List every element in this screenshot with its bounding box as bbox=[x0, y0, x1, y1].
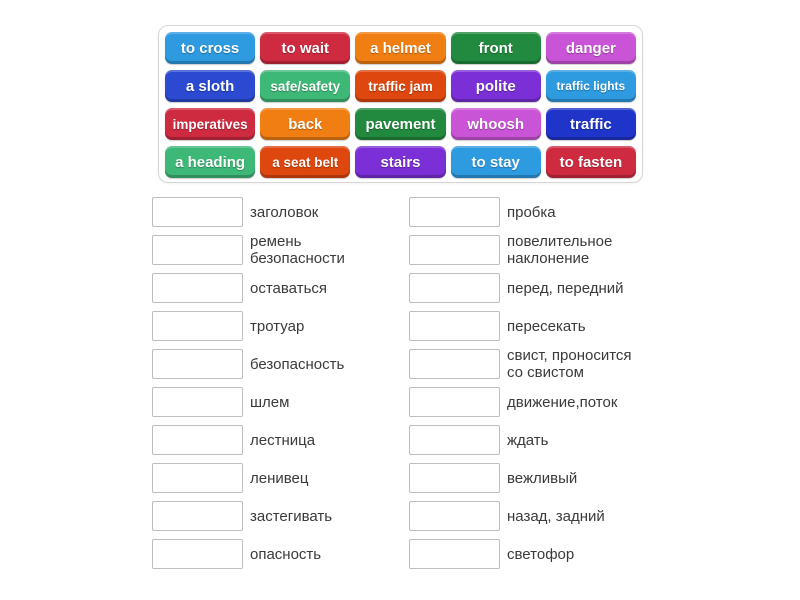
word-tile[interactable]: stairs bbox=[355, 146, 445, 178]
answer-slot[interactable] bbox=[152, 349, 243, 379]
answer-label: заголовок bbox=[250, 203, 319, 221]
answer-row bbox=[152, 311, 390, 341]
answer-label: опасность bbox=[250, 545, 322, 563]
answer-row bbox=[152, 539, 390, 569]
answer-label: пересекать bbox=[507, 317, 586, 335]
word-tile[interactable]: to fasten bbox=[546, 146, 636, 178]
word-tile[interactable]: safe/safety bbox=[260, 70, 350, 102]
answer-row bbox=[409, 501, 647, 531]
answer-row bbox=[409, 273, 647, 303]
answer-label: шлем bbox=[250, 393, 290, 411]
answer-label: застегивать bbox=[250, 507, 333, 525]
answer-slot[interactable] bbox=[152, 539, 243, 569]
word-tile[interactable]: a seat belt bbox=[260, 146, 350, 178]
answer-slot[interactable] bbox=[409, 197, 500, 227]
answer-label: лестница bbox=[250, 431, 316, 449]
answer-row bbox=[152, 235, 390, 265]
word-tile[interactable]: a heading bbox=[165, 146, 255, 178]
answer-row bbox=[409, 235, 647, 265]
answer-slot[interactable] bbox=[409, 311, 500, 341]
answer-row bbox=[409, 349, 647, 379]
word-tile[interactable]: pavement bbox=[355, 108, 445, 140]
answer-slot[interactable] bbox=[409, 387, 500, 417]
answer-row bbox=[152, 273, 390, 303]
word-tile[interactable]: to wait bbox=[260, 32, 350, 64]
word-tile[interactable]: danger bbox=[546, 32, 636, 64]
answer-row bbox=[409, 463, 647, 493]
word-tile[interactable]: traffic bbox=[546, 108, 636, 140]
word-tile[interactable]: a helmet bbox=[355, 32, 445, 64]
word-tile[interactable]: traffic lights bbox=[546, 70, 636, 102]
word-tile[interactable]: traffic jam bbox=[355, 70, 445, 102]
answer-slot[interactable] bbox=[152, 197, 243, 227]
word-tile[interactable]: imperatives bbox=[165, 108, 255, 140]
answer-row bbox=[409, 197, 647, 227]
answer-slot[interactable] bbox=[152, 273, 243, 303]
word-tile[interactable]: whoosh bbox=[451, 108, 541, 140]
answer-label: тротуар bbox=[250, 317, 305, 335]
answer-row bbox=[152, 387, 390, 417]
word-tile[interactable]: polite bbox=[451, 70, 541, 102]
word-board bbox=[158, 25, 643, 183]
word-tile[interactable]: to cross bbox=[165, 32, 255, 64]
answer-label: ремень безопасности bbox=[250, 233, 345, 267]
answer-label: повелительное наклонение bbox=[507, 233, 613, 267]
answer-slot[interactable] bbox=[409, 501, 500, 531]
answer-row bbox=[409, 539, 647, 569]
answer-row bbox=[152, 501, 390, 531]
word-tile[interactable]: a sloth bbox=[165, 70, 255, 102]
word-tile[interactable]: front bbox=[451, 32, 541, 64]
answer-slot[interactable] bbox=[409, 349, 500, 379]
answer-slot[interactable] bbox=[152, 501, 243, 531]
answer-row bbox=[409, 425, 647, 455]
answer-label: ленивец bbox=[250, 469, 309, 487]
answer-label: ждать bbox=[507, 431, 549, 449]
answer-label: вежливый bbox=[507, 469, 578, 487]
answer-label: движение,поток bbox=[507, 393, 618, 411]
answer-slot[interactable] bbox=[409, 273, 500, 303]
answer-label: безопасность bbox=[250, 355, 345, 373]
answer-slot[interactable] bbox=[152, 311, 243, 341]
answer-slot[interactable] bbox=[152, 387, 243, 417]
answer-row bbox=[409, 311, 647, 341]
answer-slot[interactable] bbox=[409, 425, 500, 455]
answer-label: назад, задний bbox=[507, 507, 605, 525]
word-tile[interactable]: back bbox=[260, 108, 350, 140]
answer-slot[interactable] bbox=[152, 425, 243, 455]
answer-row bbox=[152, 425, 390, 455]
answer-slot[interactable] bbox=[409, 235, 500, 265]
answers-right-column bbox=[409, 197, 647, 577]
answer-row bbox=[152, 197, 390, 227]
answer-slot[interactable] bbox=[152, 463, 243, 493]
answer-label: свист, проносится со свистом bbox=[507, 347, 632, 381]
answer-row bbox=[152, 349, 390, 379]
answer-slot[interactable] bbox=[152, 235, 243, 265]
answer-label: светофор bbox=[507, 545, 575, 563]
answer-label: оставаться bbox=[250, 279, 328, 297]
word-tile[interactable]: to stay bbox=[451, 146, 541, 178]
answer-slot[interactable] bbox=[409, 463, 500, 493]
answer-slot[interactable] bbox=[409, 539, 500, 569]
answer-label: пробка bbox=[507, 203, 556, 221]
answer-row bbox=[152, 463, 390, 493]
answer-row bbox=[409, 387, 647, 417]
answers-left-column bbox=[152, 197, 390, 577]
answer-label: перед, передний bbox=[507, 279, 624, 297]
